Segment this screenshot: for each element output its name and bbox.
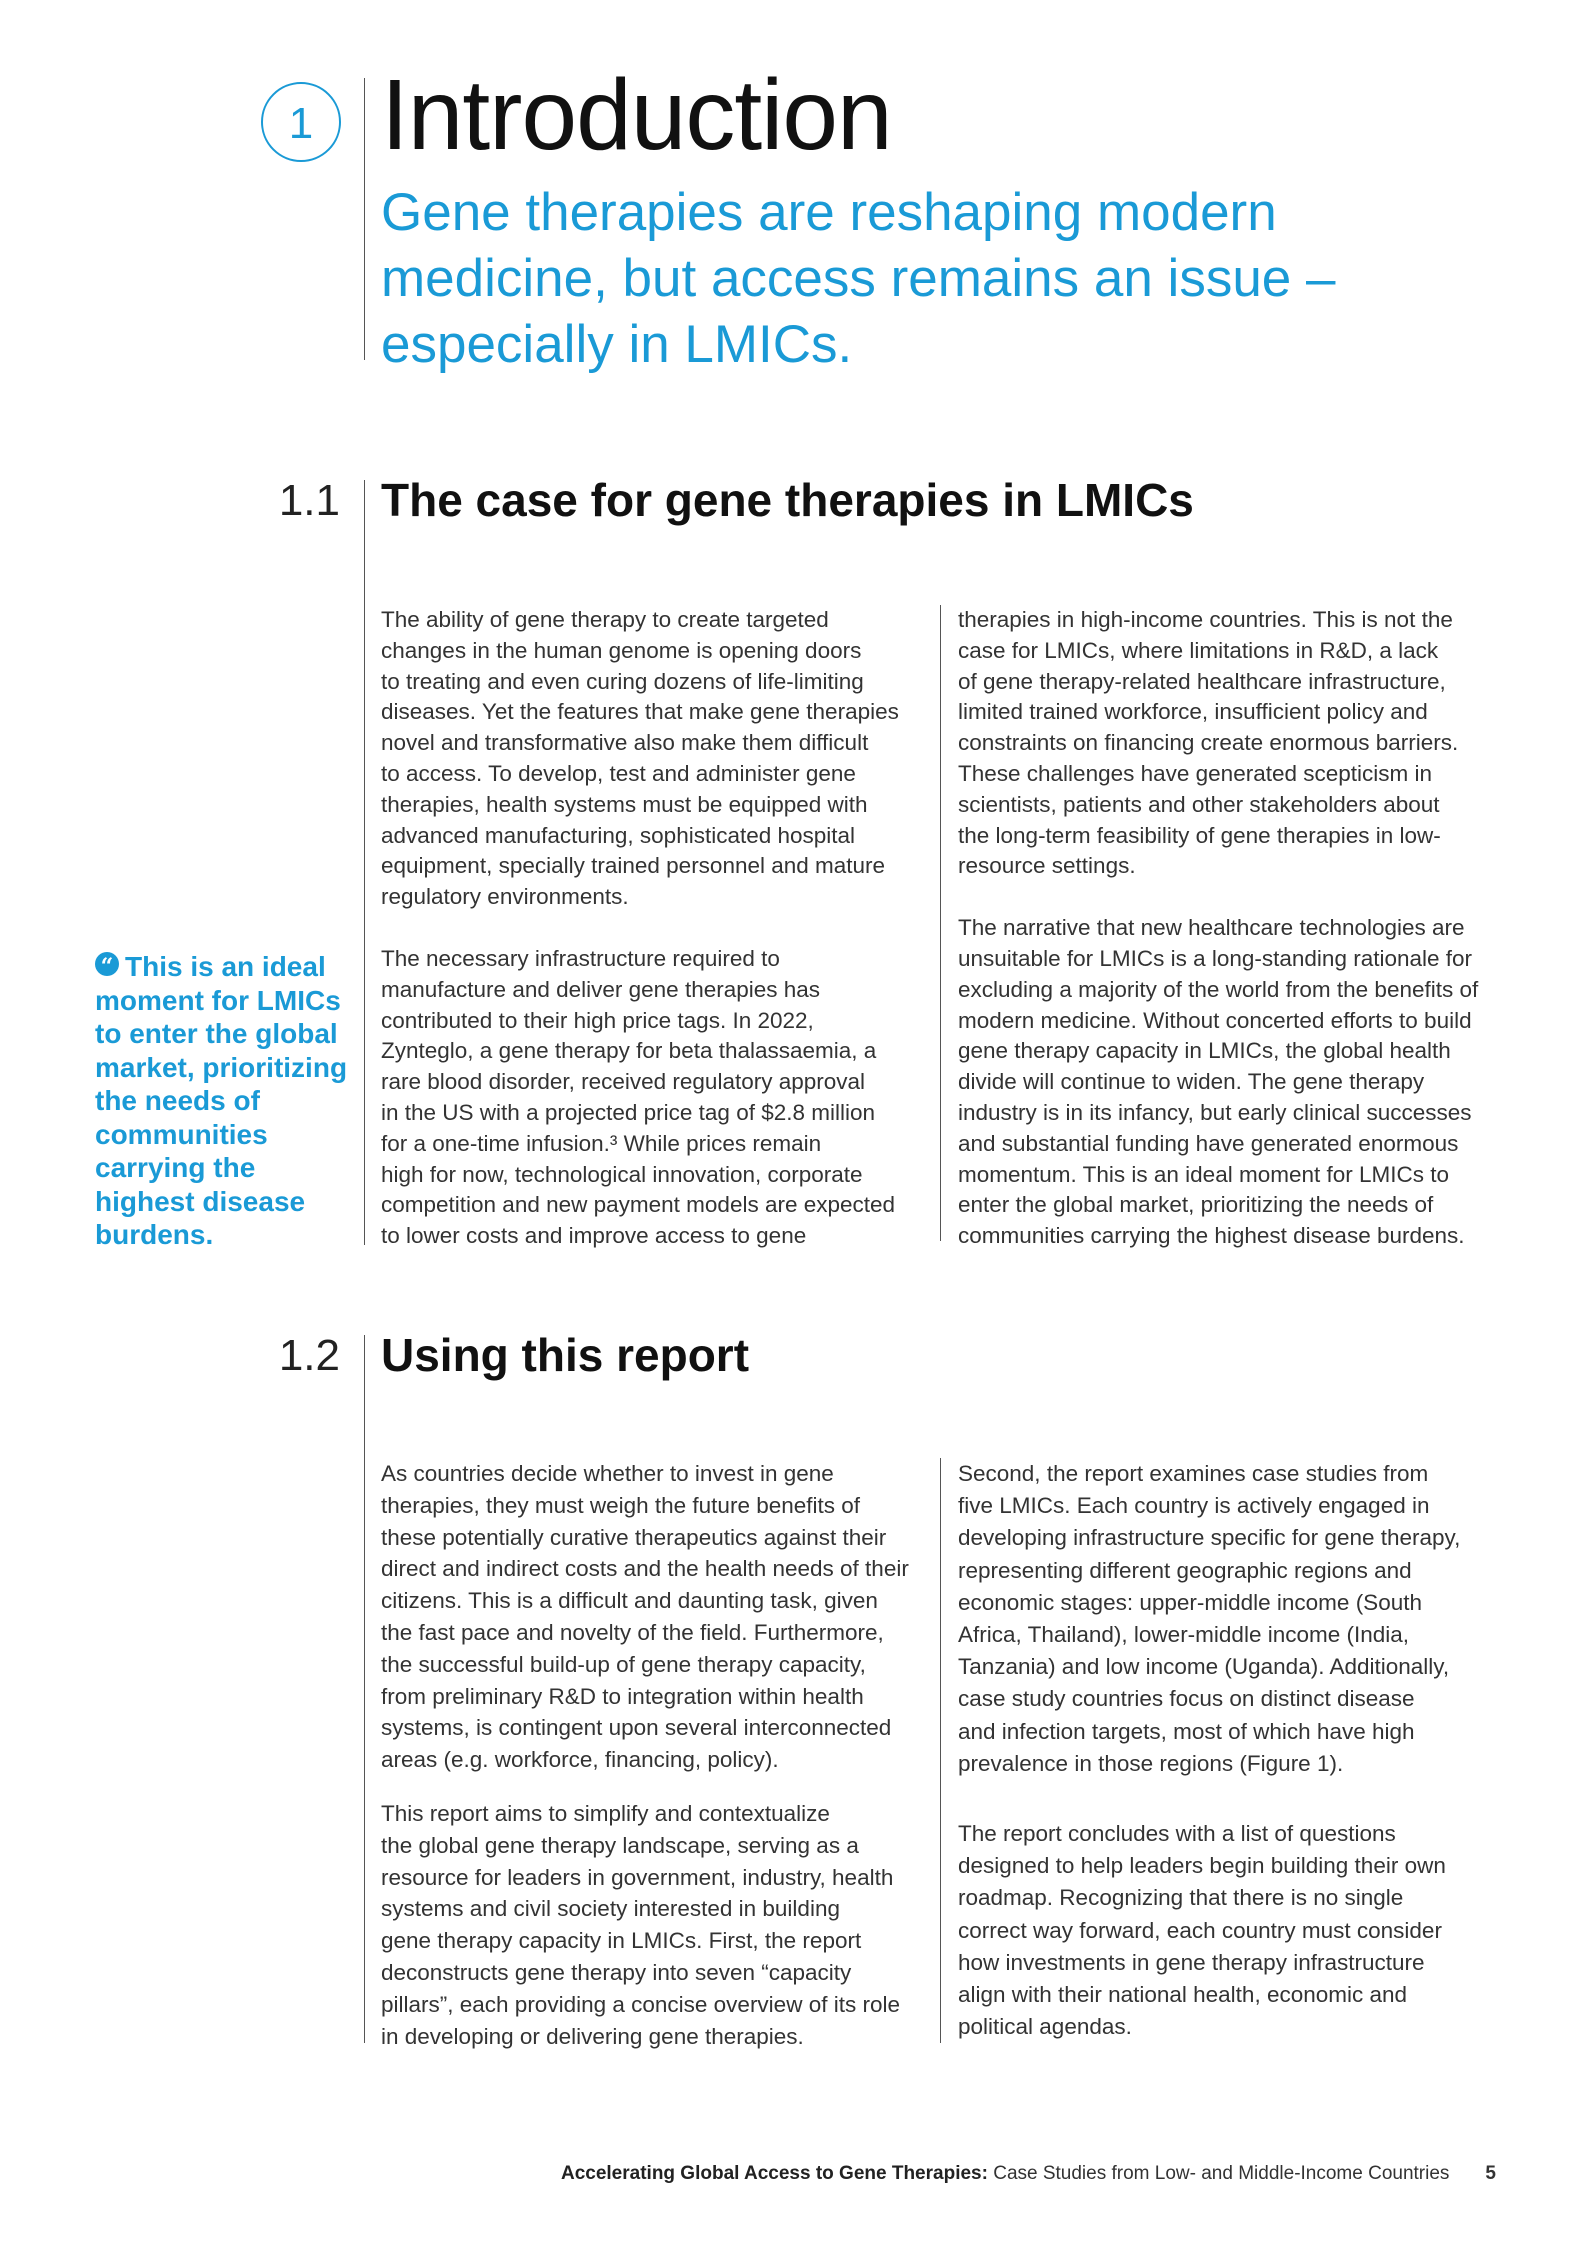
pull-quote-line: carrying the <box>95 1152 256 1183</box>
pull-quote-line: to enter the global <box>95 1018 338 1049</box>
chapter-number-badge: 1 <box>261 82 341 162</box>
text-line: The narrative that new healthcare technologies are <box>958 915 1465 941</box>
pull-quote-line-first <box>95 950 355 984</box>
text-line: novel and transformative also make them difficult <box>381 730 869 756</box>
text-line: This report aims to simplify and contextualize <box>381 1800 830 1826</box>
text-line: excluding a majority of the world from the benefits of <box>958 976 1479 1002</box>
paragraph <box>958 1818 1518 2043</box>
text-line: from preliminary R&D to integration within health <box>381 1683 864 1709</box>
text-line: high for now, technological innovation, corporate <box>381 1161 863 1187</box>
text-line: Zynteglo, a gene therapy for beta thalassaemia, a <box>381 1038 877 1064</box>
text-line: enter the global market, prioritizing the needs of <box>958 1192 1434 1218</box>
text-line: Tanzania) and low income (Uganda). Additionally, <box>958 1654 1450 1680</box>
text-line: representing different geographic regions and <box>958 1557 1412 1583</box>
text-line: align with their national health, economic and <box>958 1982 1408 2008</box>
section-number: 1.1 <box>278 476 340 525</box>
text-line: gene therapy capacity in LMICs, the global health <box>958 1038 1451 1064</box>
chapter-subtitle-line: especially in LMICs. <box>381 315 853 374</box>
section1-left-column <box>381 605 927 1252</box>
column-divider <box>940 605 941 1241</box>
paragraph <box>381 944 927 1252</box>
text-line: The ability of gene therapy to create targeted <box>381 607 829 632</box>
section-title: The case for gene therapies in LMICs <box>381 474 1194 526</box>
text-line: modern medicine. Without concerted efforts to build <box>958 1007 1472 1033</box>
text-line: constraints on financing create enormous barriers. <box>958 730 1459 756</box>
text-line: case study countries focus on distinct disease <box>958 1686 1415 1712</box>
chapter-subtitle-line: medicine, but access remains an issue – <box>381 249 1336 308</box>
pull-quote-line: market, prioritizing <box>95 1051 348 1083</box>
text-line: the fast pace and novelty of the field. Furthermore, <box>381 1619 884 1645</box>
section2-right-column <box>958 1458 1518 2043</box>
text-line: economic stages: upper-middle income (South <box>958 1589 1422 1615</box>
text-line: As countries decide whether to invest in gene <box>381 1461 834 1486</box>
section2-left-column <box>381 1458 927 2052</box>
text-line: The report concludes with a list of questions <box>958 1821 1396 1847</box>
text-line: Second, the report examines case studies from <box>958 1461 1429 1486</box>
text-line: equipment, specially trained personnel and mature <box>381 853 886 879</box>
text-line: case for LMICs, where limitations in R&D, a lack <box>958 637 1439 663</box>
pull-quote-text: This is an ideal <box>125 951 326 982</box>
paragraph <box>381 605 927 913</box>
text-line: prevalence in those regions (Figure 1). <box>958 1750 1344 1776</box>
text-line: Africa, Thailand), lower-middle income (India, <box>958 1622 1410 1648</box>
text-line: systems and civil society interested in building <box>381 1896 840 1922</box>
chapter-divider <box>364 78 365 360</box>
pull-quote-line: highest disease <box>95 1185 306 1217</box>
text-line: momentum. This is an ideal moment for LMICs to <box>958 1161 1450 1187</box>
text-line: manufacture and deliver gene therapies has <box>381 976 821 1002</box>
page-number: 5 <box>1485 2163 1496 2184</box>
text-line: correct way forward, each country must consider <box>958 1917 1442 1943</box>
text-line: in the US with a projected price tag of $2.8 million <box>381 1099 876 1125</box>
paragraph <box>958 605 1518 882</box>
text-line: communities carrying the highest disease burdens. <box>958 1223 1465 1249</box>
text-line: pillars”, each providing a concise overview of its role <box>381 1991 900 2017</box>
text-line: divide will continue to widen. The gene therapy <box>958 1069 1425 1095</box>
text-line: These challenges have generated scepticism in <box>958 760 1433 786</box>
paragraph <box>381 1798 927 2052</box>
text-line: rare blood disorder, received regulatory approval <box>381 1069 866 1095</box>
paragraph <box>958 913 1518 1252</box>
text-line: unsuitable for LMICs is a long-standing rationale for <box>958 945 1473 971</box>
text-line: to access. To develop, test and administer gene <box>381 760 856 786</box>
text-line: five LMICs. Each country is actively engaged in <box>958 1493 1430 1519</box>
pull-quote-line: communities <box>95 1118 268 1150</box>
section-divider <box>364 480 365 1245</box>
chapter-subtitle-line: Gene therapies are reshaping modern <box>381 183 1277 242</box>
text-line: diseases. Yet the features that make gene therapies <box>381 699 899 725</box>
text-line: for a one-time infusion.³ While prices remain <box>381 1130 822 1156</box>
text-line: citizens. This is a difficult and daunting task, given <box>381 1588 878 1614</box>
page-footer <box>561 2162 1496 2186</box>
pull-quote <box>95 950 355 1252</box>
text-line: The necessary infrastructure required to <box>381 945 780 971</box>
text-line: changes in the human genome is opening doors <box>381 637 862 663</box>
text-line: in developing or delivering gene therapies. <box>381 2023 804 2049</box>
text-line: to treating and even curing dozens of life-limiting <box>381 668 864 694</box>
quote-mark-icon: “ <box>95 952 119 976</box>
paragraph <box>958 1458 1518 1780</box>
text-line: the long-term feasibility of gene therapies in low- <box>958 822 1441 848</box>
footer-report-subtitle: Case Studies from Low- and Middle-Income Countries <box>987 2163 1450 2184</box>
text-line: developing infrastructure specific for gene therapy, <box>958 1525 1461 1551</box>
pull-quote-line: the needs of <box>95 1085 260 1116</box>
text-line: the global gene therapy landscape, serving as a <box>381 1832 859 1858</box>
text-line: how investments in gene therapy infrastructure <box>958 1949 1425 1975</box>
text-line: and substantial funding have generated enormous <box>958 1130 1459 1156</box>
pull-quote-line: moment for LMICs <box>95 984 341 1016</box>
section-number: 1.2 <box>278 1331 340 1380</box>
footer-report-title: Accelerating Global Access to Gene Therapies: <box>560 2163 988 2184</box>
text-line: of gene therapy-related healthcare infrastructure, <box>958 668 1446 694</box>
text-line: resource settings. <box>958 853 1136 879</box>
pull-quote-line: burdens. <box>95 1219 214 1250</box>
text-line: regulatory environments. <box>381 884 629 910</box>
text-line: contributed to their high price tags. In 2022, <box>381 1007 814 1033</box>
column-divider <box>940 1458 941 2043</box>
text-line: resource for leaders in government, industry, health <box>381 1864 894 1890</box>
section1-right-column <box>958 605 1518 1252</box>
text-line: systems, is contingent upon several interconnected <box>381 1715 892 1741</box>
text-line: to lower costs and improve access to gene <box>381 1223 807 1249</box>
text-line: and infection targets, most of which have high <box>958 1718 1415 1744</box>
section-divider <box>364 1335 365 2043</box>
text-line: advanced manufacturing, sophisticated hospital <box>381 822 856 848</box>
text-line: designed to help leaders begin building their own <box>958 1853 1446 1879</box>
text-line: scientists, patients and other stakeholders about <box>958 791 1440 817</box>
section-title: Using this report <box>381 1329 750 1381</box>
text-line: industry is in its infancy, but early clinical successes <box>958 1099 1472 1125</box>
text-line: gene therapy capacity in LMICs. First, the report <box>381 1928 862 1954</box>
text-line: political agendas. <box>958 2014 1132 2040</box>
text-line: direct and indirect costs and the health needs of their <box>381 1556 909 1582</box>
text-line: therapies in high-income countries. This is not the <box>958 607 1453 632</box>
chapter-title: Introduction <box>381 59 892 171</box>
text-line: areas (e.g. workforce, financing, policy). <box>381 1747 779 1773</box>
text-line: these potentially curative therapeutics against their <box>381 1524 887 1550</box>
text-line: roadmap. Recognizing that there is no single <box>958 1885 1404 1911</box>
text-line: the successful build-up of gene therapy capacity, <box>381 1651 866 1677</box>
chapter-subtitle <box>381 180 1381 378</box>
text-line: limited trained workforce, insufficient policy and <box>958 699 1428 725</box>
text-line: competition and new payment models are expected <box>381 1192 896 1218</box>
paragraph <box>381 1458 927 1776</box>
text-line: therapies, they must weigh the future benefits of <box>381 1492 861 1518</box>
text-line: deconstructs gene therapy into seven “capacity <box>381 1959 852 1985</box>
text-line: therapies, health systems must be equipped with <box>381 791 868 817</box>
